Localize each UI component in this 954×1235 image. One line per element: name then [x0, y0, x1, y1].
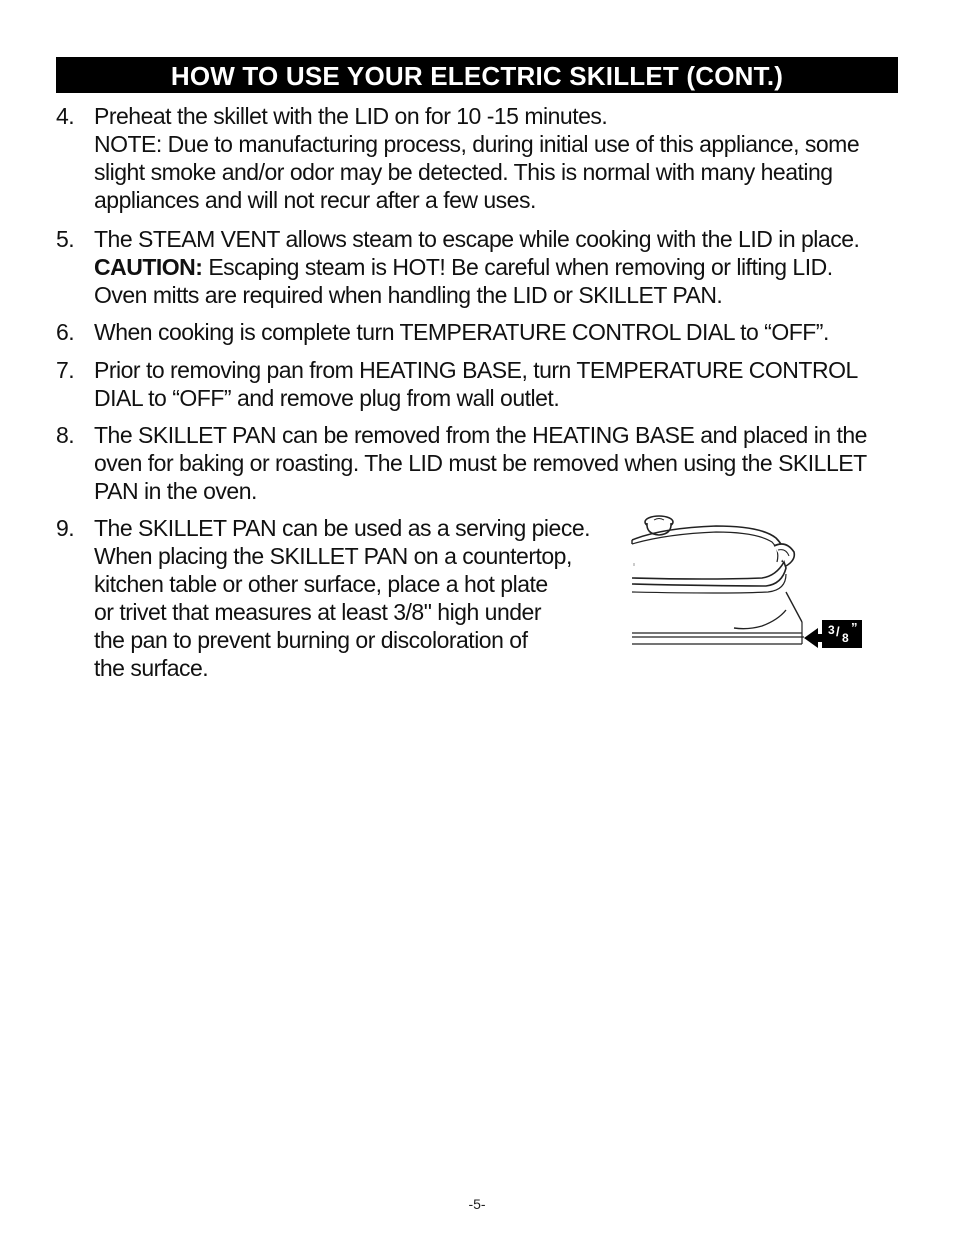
section-title: HOW TO USE YOUR ELECTRIC SKILLET (CONT.): [170, 61, 784, 91]
item-line: When cooking is complete turn TEMPERATURE CONTROL DIAL to “OFF”.: [94, 319, 829, 345]
skillet-pan-icon: [632, 562, 786, 629]
skillet-on-trivet-illustration: [626, 510, 876, 660]
item-line: PAN in the oven.: [94, 478, 257, 504]
item-line: DIAL to “OFF” and remove plug from wall outlet.: [94, 385, 560, 411]
item-line: When placing the SKILLET PAN on a countertop,: [94, 543, 572, 569]
item-line: The SKILLET PAN can be used as a serving piece.: [94, 515, 590, 541]
page-number: -5-: [468, 1196, 486, 1212]
caution-label: CAUTION:: [94, 254, 203, 280]
item-number: 5.: [56, 226, 75, 252]
measurement-arrow-icon: [804, 620, 862, 648]
item-line: or trivet that measures at least 3/8" high under: [94, 599, 541, 625]
item-number: 4.: [56, 103, 75, 129]
measure-denominator: 8: [842, 631, 849, 645]
item-line: the surface.: [94, 655, 209, 681]
countertop-surface-icon: [632, 622, 804, 644]
item-line: Preheat the skillet with the LID on for 10 -15 minutes.: [94, 103, 608, 129]
item-line: The SKILLET PAN can be removed from the HEATING BASE and placed in the: [94, 422, 867, 448]
caution-text: Escaping steam is HOT! Be careful when removing or lifting LID.: [202, 254, 833, 280]
item-number: 6.: [56, 319, 75, 345]
item-text: [94, 514, 590, 682]
measure-inch-mark: ”: [851, 620, 858, 635]
svg-text:/: /: [836, 624, 840, 639]
item-line: slight smoke and/or odor may be detected. This is normal with many heating: [94, 159, 833, 185]
item-line: kitchen table or other surface, place a hot plate: [94, 571, 548, 597]
item-line: Prior to removing pan from HEATING BASE, turn TEMPERATURE CONTROL: [94, 357, 858, 383]
item-line: NOTE: Due to manufacturing process, during initial use of this appliance, some: [94, 131, 860, 157]
item-line: Oven mitts are required when handling the LID or SKILLET PAN.: [94, 282, 723, 308]
caution-line: [94, 253, 859, 281]
item-text: [94, 356, 858, 412]
skillet-drawing: [626, 510, 876, 660]
item-number: 7.: [56, 357, 75, 383]
trivet-edge-icon: [786, 592, 802, 622]
item-line: the pan to prevent burning or discoloration of: [94, 627, 528, 653]
item-text: [94, 318, 829, 346]
measure-numerator: 3: [828, 623, 835, 637]
item-text: [94, 225, 859, 309]
item-text: [94, 421, 867, 505]
item-line: The STEAM VENT allows steam to escape while cooking with the LID in place.: [94, 226, 860, 252]
item-text: [94, 102, 859, 214]
item-line: oven for baking or roasting. The LID must be removed when using the SKILLET: [94, 450, 867, 476]
section-header: [56, 57, 898, 93]
item-line: appliances and will not recur after a few uses.: [94, 187, 536, 213]
item-number: 9.: [56, 515, 75, 541]
item-number: 8.: [56, 422, 75, 448]
